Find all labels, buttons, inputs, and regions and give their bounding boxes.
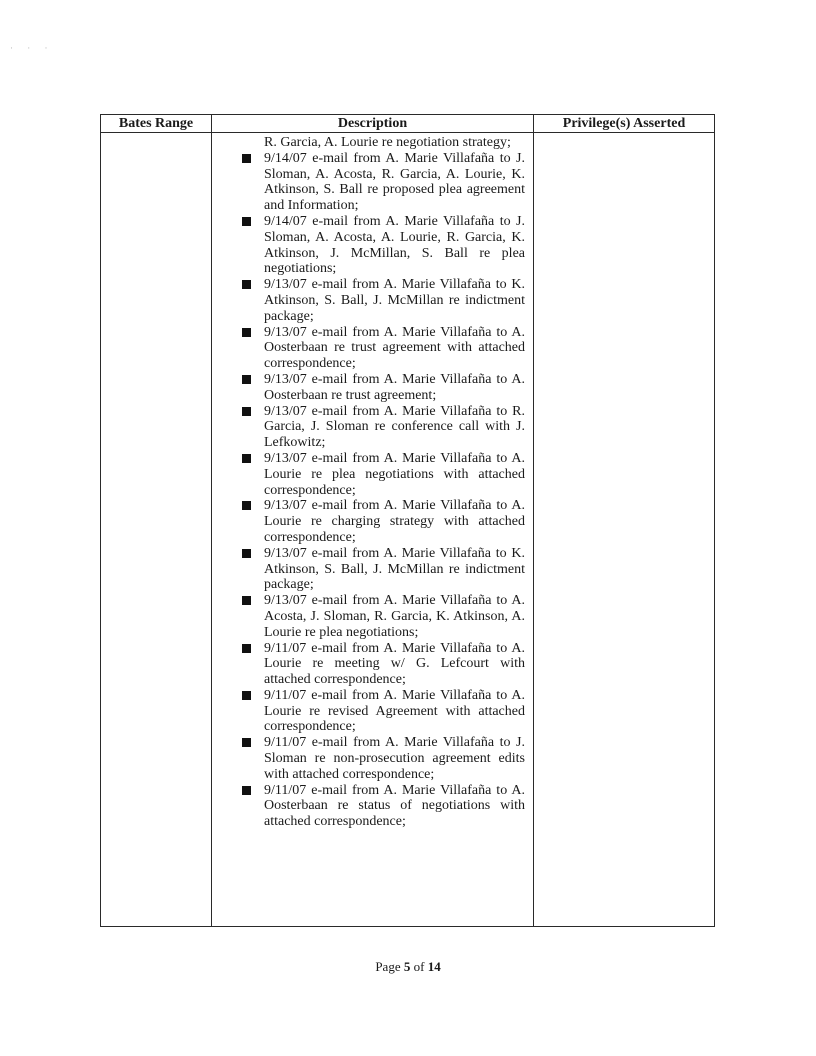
list-item: [264, 688, 525, 735]
privilege-log-table: [100, 114, 715, 927]
list-item: [264, 498, 525, 545]
header-privileges-asserted: Privilege(s) Asserted: [534, 115, 715, 133]
header-description: Description: [212, 115, 534, 133]
scan-artifact: · · ·: [10, 43, 54, 53]
list-item: [264, 404, 525, 451]
page-footer: [0, 959, 816, 975]
square-bullet-icon: [242, 328, 251, 337]
header-bates-range: Bates Range: [101, 115, 212, 133]
square-bullet-icon: [242, 407, 251, 416]
description-cell: [212, 133, 534, 927]
entry-text: 9/13/07 e-mail from A. Marie Villafaña to A. Lourie re plea negotiations with attached correspondence;: [264, 450, 525, 498]
entry-text: 9/13/07 e-mail from A. Marie Villafaña to A. Lourie re charging strategy with attached correspondence;: [264, 498, 525, 545]
entry-text: 9/11/07 e-mail from A. Marie Villafaña to A. Lourie re meeting w/ G. Lefcourt with attached correspondence;: [264, 640, 525, 688]
list-item: [264, 151, 525, 214]
list-item: [264, 451, 525, 498]
list-item: [264, 372, 525, 404]
entry-text: 9/11/07 e-mail from A. Marie Villafaña to A. Lourie re revised Agreement with attached correspondence;: [264, 687, 525, 735]
entry-text: 9/13/07 e-mail from A. Marie Villafaña to A. Oosterbaan re trust agreement with attached correspondence;: [264, 324, 525, 372]
list-item: [264, 325, 525, 372]
page-label: Page: [375, 959, 401, 974]
list-item: [264, 735, 525, 782]
square-bullet-icon: [242, 596, 251, 605]
square-bullet-icon: [242, 280, 251, 289]
square-bullet-icon: [242, 375, 251, 384]
entry-text: 9/13/07 e-mail from A. Marie Villafaña to R. Garcia, J. Sloman re conference call with J. Lefkowitz;: [264, 403, 525, 451]
entry-text: 9/13/07 e-mail from A. Marie Villafaña to K. Atkinson, S. Ball, J. McMillan re indictment package;: [264, 545, 525, 593]
entry-text: 9/13/07 e-mail from A. Marie Villafaña to A. Acosta, J. Sloman, R. Garcia, K. Atkinson, A. Lourie re plea negotiations;: [264, 593, 525, 640]
list-item: [264, 783, 525, 830]
square-bullet-icon: [242, 786, 251, 795]
square-bullet-icon: [242, 217, 251, 226]
square-bullet-icon: [242, 549, 251, 558]
square-bullet-icon: [242, 691, 251, 700]
entry-text: 9/14/07 e-mail from A. Marie Villafaña to J. Sloman, A. Acosta, A. Lourie, R. Garcia, K. Atkinson, J. McMillan, S. Ball re plea negotiations;: [264, 213, 525, 277]
of-label: of: [413, 959, 425, 974]
bates-range-cell: [101, 133, 212, 927]
square-bullet-icon: [242, 154, 251, 163]
list-item: [264, 214, 525, 277]
entry-text: 9/13/07 e-mail from A. Marie Villafaña to A. Oosterbaan re trust agreement;: [264, 371, 525, 403]
privilege-cell: [534, 133, 715, 927]
square-bullet-icon: [242, 644, 251, 653]
entry-text: 9/11/07 e-mail from A. Marie Villafaña to J. Sloman re non-prosecution agreement edits with attached correspondence;: [264, 735, 525, 782]
square-bullet-icon: [242, 738, 251, 747]
entry-text: 9/13/07 e-mail from A. Marie Villafaña to K. Atkinson, S. Ball, J. McMillan re indictment package;: [264, 277, 525, 324]
entry-text: 9/11/07 e-mail from A. Marie Villafaña to A. Oosterbaan re status of negotiations with attached correspondence;: [264, 782, 525, 830]
list-item: [264, 593, 525, 640]
continued-entry-text: R. Garcia, A. Lourie re negotiation strategy;: [264, 135, 511, 150]
list-item: [264, 641, 525, 688]
page-total: 14: [427, 959, 441, 974]
square-bullet-icon: [242, 454, 251, 463]
list-item: [264, 277, 525, 324]
page-number: 5: [403, 959, 411, 974]
square-bullet-icon: [242, 501, 251, 510]
header-row: [101, 115, 715, 133]
entry-list: [212, 151, 533, 830]
list-item: [264, 546, 525, 593]
table-row: [101, 133, 715, 927]
entry-text: 9/14/07 e-mail from A. Marie Villafaña to J. Sloman, A. Acosta, R. Garcia, A. Lourie, K. Atkinson, S. Ball re proposed plea agreement and Information;: [264, 150, 525, 214]
